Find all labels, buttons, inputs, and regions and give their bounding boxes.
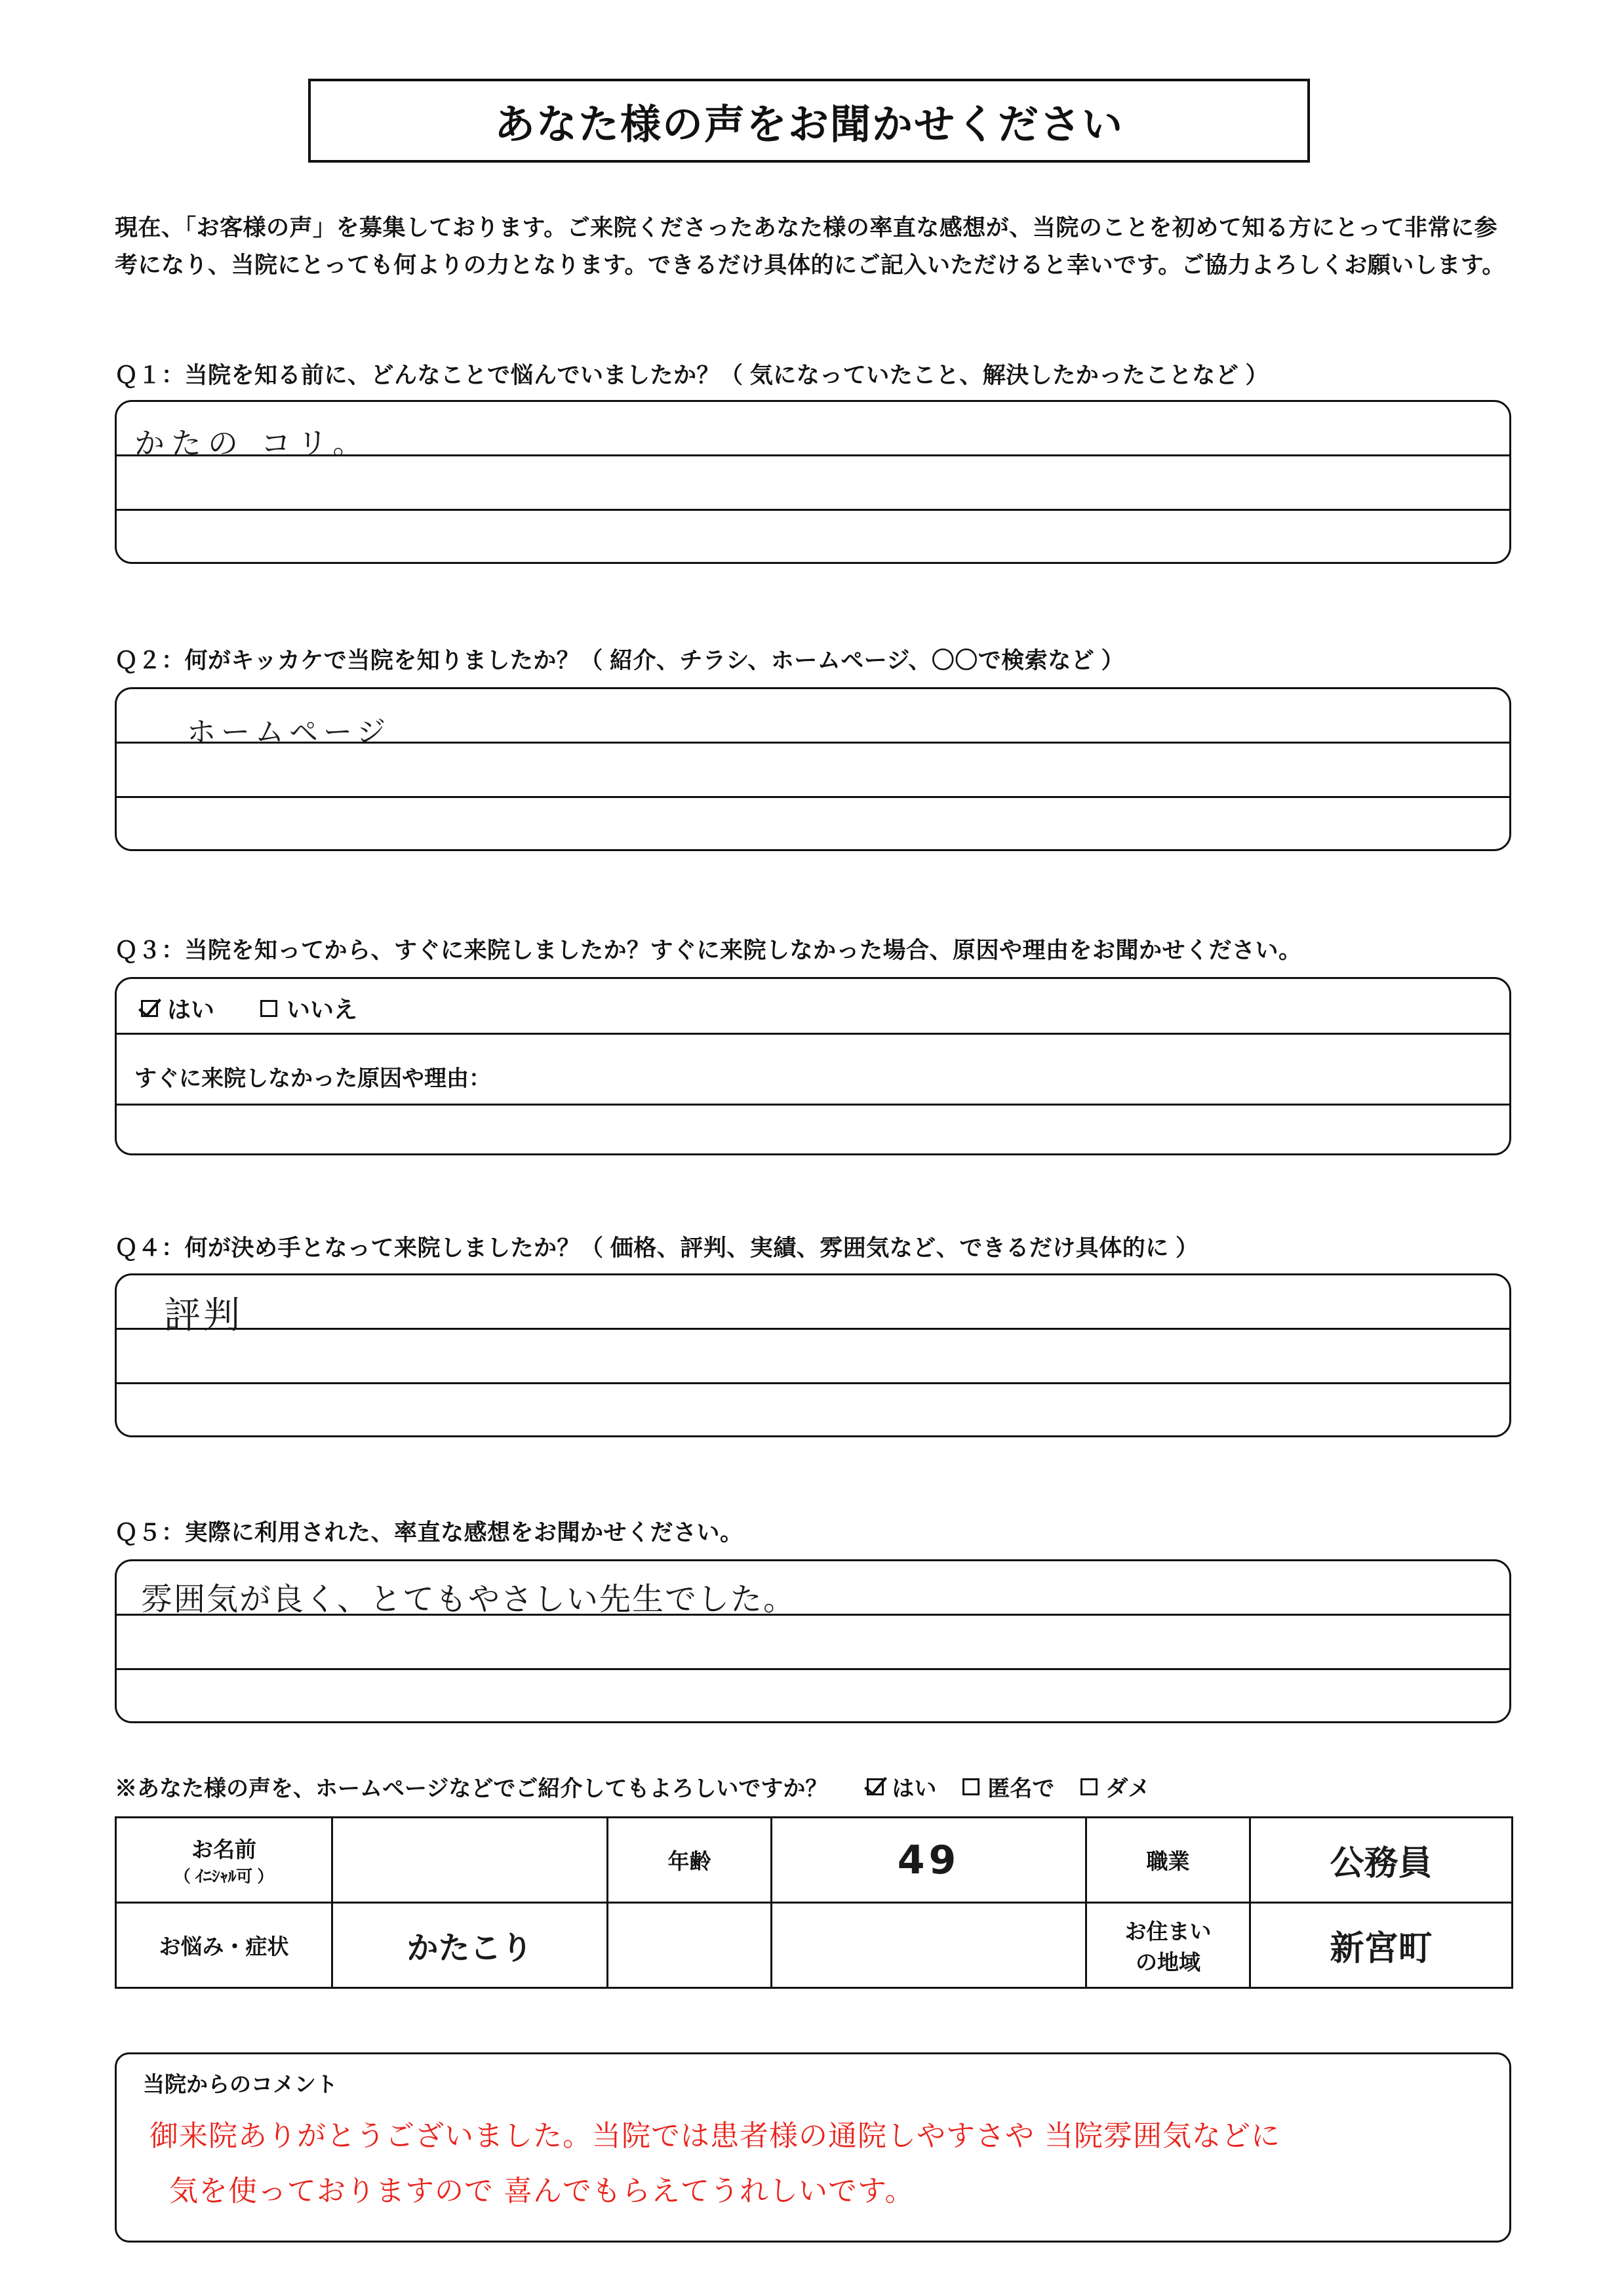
cell-occupation-label	[1086, 1818, 1250, 1903]
rule-line	[117, 1668, 1509, 1670]
question-3-sub-label: すぐに来院しなかった原因や理由：	[134, 1066, 491, 1091]
cell-name-value[interactable]	[332, 1818, 608, 1903]
cell-occupation-value[interactable]	[1250, 1818, 1513, 1903]
question-4-answer-handwriting: 評判	[164, 1294, 243, 1337]
question-2-label: Ｑ２：何がキッカケで当院を知りましたか？（ 紹介、チラシ、ホームページ、〇〇で検索など ）	[115, 648, 1124, 673]
checkbox-icon[interactable]	[260, 1000, 277, 1017]
cell-area-value[interactable]	[1250, 1903, 1513, 1988]
rule-line	[117, 509, 1509, 511]
area-label-line1: お住まい	[1124, 1919, 1212, 1944]
question-4-answer-box[interactable]	[115, 1273, 1511, 1437]
occupation-label: 職業	[1146, 1849, 1190, 1873]
clinic-comment-box	[115, 2052, 1511, 2243]
area-label-line2: の地域	[1136, 1949, 1200, 1974]
rule-line	[117, 1033, 1509, 1035]
question-3-option-no[interactable]	[260, 991, 357, 1025]
cell-symptom-value[interactable]	[332, 1903, 608, 1988]
age-value-handwriting: 49	[897, 1837, 961, 1883]
cell-age-value[interactable]	[772, 1818, 1086, 1903]
page-title: あなた様の声をお聞かせください	[494, 102, 1124, 148]
cell-symptom-label	[116, 1903, 332, 1988]
question-1-label: Ｑ１：当院を知る前に、どんなことで悩んでいましたか？（ 気になっていたこと、解決したかったことなど ）	[115, 363, 1269, 388]
permission-row	[115, 1770, 1511, 1803]
clinic-comment-line-2: 気を使っておりますので 喜んでもらえてうれしいです。	[169, 2174, 915, 2208]
cell-empty-1	[608, 1903, 772, 1988]
cell-empty-2	[772, 1903, 1086, 1988]
symptom-label: お悩み・症状	[159, 1934, 289, 1959]
checkbox-icon[interactable]	[1080, 1778, 1098, 1795]
question-3-option-yes[interactable]	[141, 991, 214, 1025]
table-row	[116, 1903, 1513, 1988]
page-title-box	[308, 79, 1310, 163]
question-5-answer-handwriting: 雰囲気が良く、とてもやさしい先生でした。	[141, 1581, 797, 1618]
permission-label: ※あなた様の声を、ホームページなどでご紹介してもよろしいですか？	[115, 1776, 828, 1801]
intro-paragraph: 現在、「お客様の声」を募集しております。ご来院くださったあなた様の率直な感想が、当院のことを初めて知る方にとって非常に参考になり、当院にとっても何よりの力となります。できるだけ具体的にご記入いただけると幸いです。ご協力よろしくお願いします。	[115, 215, 1505, 278]
cell-age-label	[608, 1818, 772, 1903]
question-2-answer-handwriting: ホームページ	[187, 715, 391, 749]
permission-option-no[interactable]	[1080, 1770, 1150, 1803]
area-value-handwriting: 新宮町	[1330, 1929, 1433, 1968]
name-label: お名前	[191, 1837, 256, 1862]
question-5-label: Ｑ５：実際に利用された、率直な感想をお聞かせください。	[115, 1520, 743, 1546]
respondent-info-table	[115, 1816, 1513, 1989]
rule-line	[117, 1382, 1509, 1384]
occupation-value-handwriting: 公務員	[1330, 1844, 1433, 1883]
question-1-answer-handwriting: かたの コリ。	[134, 426, 370, 461]
age-label: 年齢	[667, 1849, 711, 1873]
clinic-comment-title: 当院からのコメント	[143, 2072, 338, 2096]
permission-option-anonymous-label: 匿名で	[987, 1776, 1055, 1801]
name-label-sub: （ ｲﾆｼｬﾙ可 ）	[174, 1867, 274, 1886]
question-4-label: Ｑ４：何が決め手となって来院しましたか？（ 価格、評判、実績、雰囲気など、できるだけ具体的に ）	[115, 1235, 1199, 1261]
symptom-value-handwriting: かたこり	[406, 1930, 533, 1966]
cell-area-label	[1086, 1903, 1250, 1988]
cell-name-label	[116, 1818, 332, 1903]
question-3-options	[141, 991, 357, 1025]
question-3-option-no-label: いいえ	[287, 996, 358, 1023]
rule-line	[117, 1328, 1509, 1330]
permission-option-anonymous[interactable]	[962, 1770, 1054, 1803]
clinic-comment-line-1: 御来院ありがとうございました。当院では患者様の通院しやすさや 当院雰囲気などに	[149, 2119, 1280, 2153]
permission-option-yes[interactable]	[867, 1770, 936, 1803]
checkbox-checked-icon[interactable]	[141, 1000, 158, 1017]
table-row	[116, 1818, 1513, 1903]
permission-option-no-label: ダメ	[1105, 1776, 1151, 1801]
question-3-label: Ｑ３：当院を知ってから、すぐに来院しましたか？すぐに来院しなかった場合、原因や理由をお聞かせください。	[115, 938, 1302, 963]
rule-line	[117, 1104, 1509, 1106]
checkbox-icon[interactable]	[962, 1778, 980, 1795]
rule-line	[117, 796, 1509, 798]
question-3-option-yes-label: はい	[167, 996, 215, 1023]
checkbox-checked-icon[interactable]	[867, 1778, 884, 1795]
permission-option-yes-label: はい	[892, 1776, 937, 1801]
